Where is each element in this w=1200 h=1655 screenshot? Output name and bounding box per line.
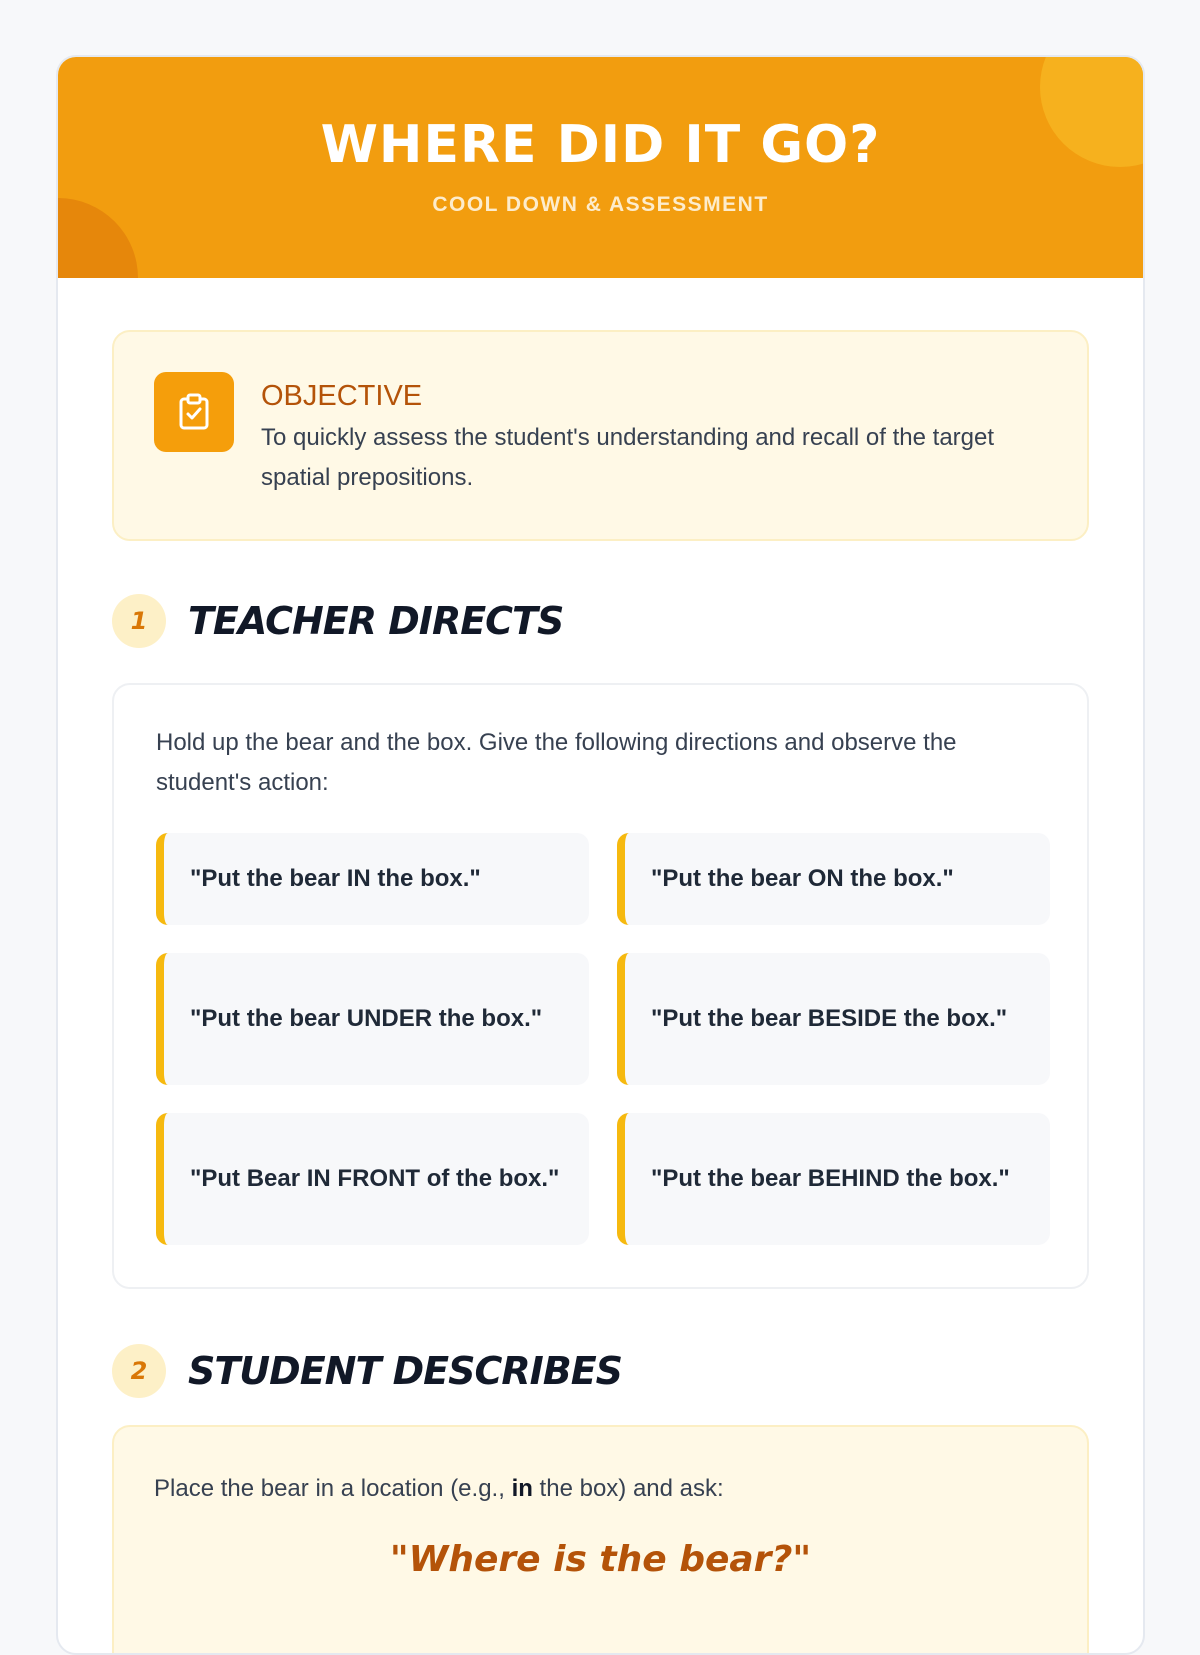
step-number-badge: 2 bbox=[112, 1344, 166, 1398]
describe-text-after: the box) and ask: bbox=[532, 1475, 724, 1502]
objective-box bbox=[112, 330, 1089, 541]
commands-grid bbox=[156, 833, 1045, 1245]
describe-question: "Where is the bear?" bbox=[389, 1539, 812, 1580]
objective-text: To quickly assess the student's understanding and recall of the target spatial prepositions. bbox=[261, 424, 995, 491]
step-1-heading bbox=[112, 593, 1089, 649]
step-title: TEACHER DIRECTS bbox=[188, 599, 564, 643]
objective-title: OBJECTIVE bbox=[261, 380, 423, 412]
command-card: "Put the bear BESIDE the box." bbox=[617, 953, 1050, 1085]
describe-text-before: Place the bear in a location (e.g., bbox=[154, 1475, 512, 1502]
student-describes-box bbox=[112, 1425, 1089, 1655]
step-number-badge: 1 bbox=[112, 594, 166, 648]
page-subtitle: COOL DOWN & ASSESSMENT bbox=[432, 193, 769, 216]
content-body bbox=[58, 278, 1143, 1655]
command-card: "Put the bear ON the box." bbox=[617, 833, 1050, 925]
command-card: "Put Bear IN FRONT of the box." bbox=[156, 1113, 589, 1245]
describe-text-bold: in bbox=[511, 1475, 533, 1502]
header-banner bbox=[58, 57, 1143, 278]
command-card: "Put the bear BEHIND the box." bbox=[617, 1113, 1050, 1245]
teacher-directs-box bbox=[112, 683, 1089, 1289]
lesson-card bbox=[56, 55, 1145, 1655]
command-card: "Put the bear UNDER the box." bbox=[156, 953, 589, 1085]
step-2-heading bbox=[112, 1343, 1089, 1399]
directs-intro-text: Hold up the bear and the box. Give the following directions and observe the student's action: bbox=[156, 729, 957, 796]
page-title: WHERE DID IT GO? bbox=[320, 115, 881, 175]
step-title: STUDENT DESCRIBES bbox=[188, 1349, 623, 1393]
command-card: "Put the bear IN the box." bbox=[156, 833, 589, 925]
describe-instruction bbox=[154, 1469, 1047, 1509]
clipboard-check-icon bbox=[154, 372, 234, 452]
